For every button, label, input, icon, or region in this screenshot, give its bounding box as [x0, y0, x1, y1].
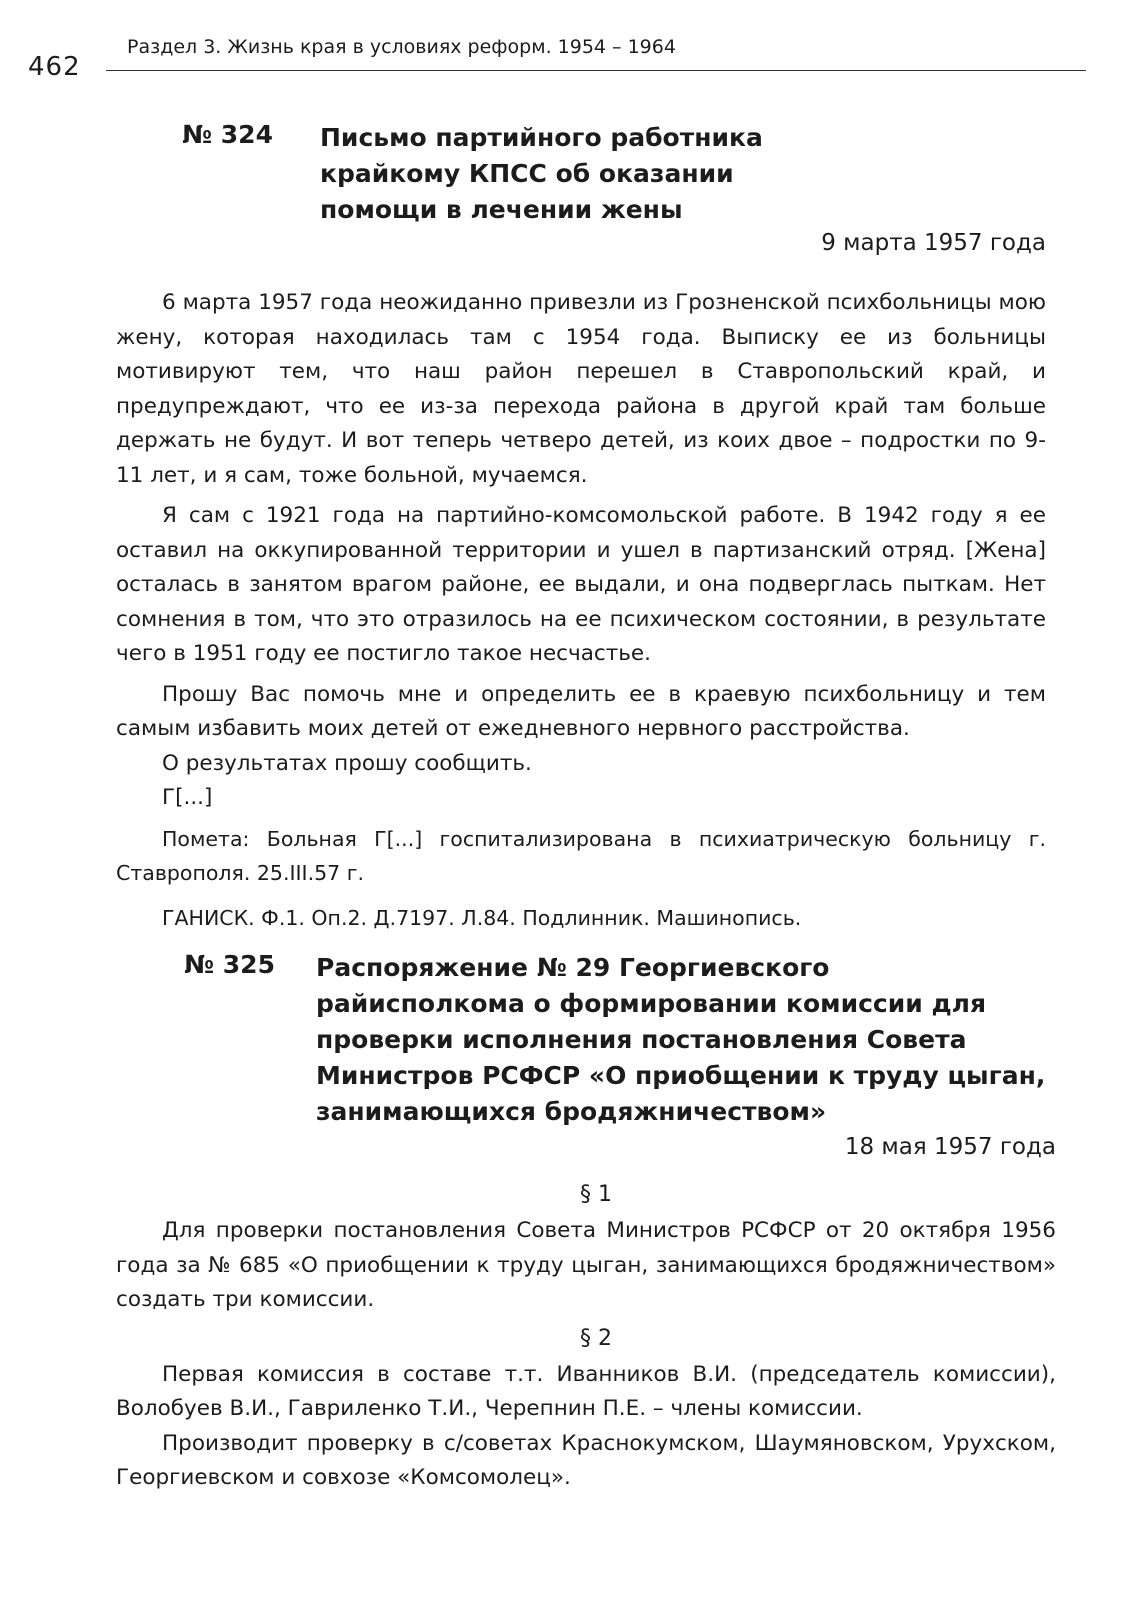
paragraph: Для проверки постановления Совета Министров РСФСР от 20 октября 1956 года за № 685 «О приобщении к труду цыган, занимающихся бродяжничеством» создать три комиссии. [116, 1218, 1056, 1312]
archival-source: ГАНИСК. Ф.1. Оп.2. Д.7197. Л.84. Подлинник. Машинопись. [162, 905, 802, 930]
section-mark: § 1 [580, 1182, 612, 1207]
document-number: № 324 [182, 120, 273, 149]
document-header [116, 120, 1086, 228]
document-324 [116, 120, 1086, 935]
document-title: Письмо партийного работника крайкому КПСС об оказании помощи в лечении жены [320, 123, 763, 224]
document-325 [116, 950, 1086, 1496]
document-title: Распоряжение № 29 Георгиевского райисполкома о формировании комиссии для проверки исполнения постановления Совета Министров РСФСР «О приобщении к труду цыган, занимающихся бродяжничеством» [316, 953, 1046, 1126]
document-number: № 325 [184, 950, 275, 979]
paragraph: Прошу Вас помочь мне и определить ее в краевую психбольницу и тем самым избавить моих детей от ежедневного нервного расстройства. [116, 681, 1046, 741]
header-rule [106, 70, 1086, 71]
running-head: Раздел 3. Жизнь края в условиях реформ. 1954 – 1964 [127, 36, 676, 58]
document-header [116, 950, 1086, 1130]
paragraph: Первая комиссия в составе т.т. Иванников В.И. (председатель комиссии), Волобуев В.И., Гавриленко Т.И., Черепнин П.Е. – члены комиссии. [116, 1361, 1056, 1421]
document-body [116, 286, 1046, 935]
paragraph: О результатах прошу сообщить. [162, 750, 532, 776]
paragraph: Я сам с 1921 года на партийно-комсомольской работе. В 1942 году я ее оставил на оккупированной территории и ушел в партизанский отряд. [Жена] осталась в занятом врагом районе, ее выдали, и она подверглась пыткам. Нет сомнения в том, что это отразилось на ее психическом состоянии, в результате чего в 1951 году ее постигло такое несчастье. [116, 503, 1046, 666]
page-number: 462 [28, 52, 81, 82]
paragraph: 6 марта 1957 года неожиданно привезли из Грозненской психбольницы мою жену, которая находилась там с 1954 года. Выписку ее из больницы мотивируют тем, что наш район перешел в Ставропольский край, и предупреждают, что ее из-за перехода района в другой край там больше держать не будут. И вот теперь четверо детей, из коих двое – подростки по 9-11 лет, и я сам, тоже больной, мучаемся. [116, 290, 1046, 488]
signature: Г[...] [162, 785, 213, 810]
paragraph: Производит проверку в с/советах Краснокумском, Шаумяновском, Урухском, Георгиевском и совхозе «Комсомолец». [116, 1430, 1056, 1490]
document-body [116, 1178, 1056, 1496]
document-date: 18 мая 1957 года [844, 1134, 1056, 1160]
section-mark: § 2 [580, 1325, 612, 1351]
document-date: 9 марта 1957 года [821, 230, 1046, 256]
archival-note: Помета: Больная Г[...] госпитализирована в психиатрическую больницу г. Ставрополя. 25.III.57 г. [116, 826, 1046, 885]
